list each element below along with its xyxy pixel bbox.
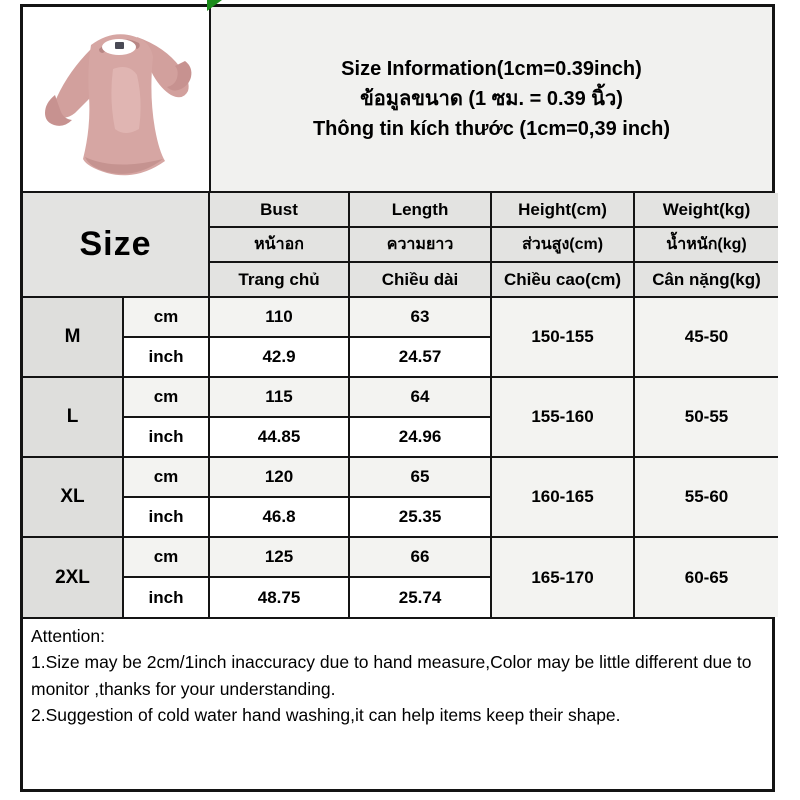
bust-inch-l: 44.85 (209, 417, 349, 457)
attention-note-2: 2.Suggestion of cold water hand washing,it can help items keep their shape. (31, 704, 621, 725)
size-header-cell: Size (23, 193, 209, 297)
product-image-cell (23, 7, 211, 191)
attention-title: Attention: (31, 626, 105, 646)
length-cm-l: 64 (349, 377, 491, 417)
length-cm-m: 63 (349, 297, 491, 337)
weight-range-l: 50-55 (634, 377, 778, 457)
length-inch-2xl: 25.74 (349, 577, 491, 617)
length-cm-xl: 65 (349, 457, 491, 497)
green-corner-marker (207, 0, 222, 11)
col-bust-en: Bust (209, 193, 349, 227)
title-english: Size Information(1cm=0.39inch) (341, 57, 642, 80)
size-label-m: M (23, 297, 123, 377)
table-row (23, 377, 778, 417)
weight-range-2xl: 60-65 (634, 537, 778, 617)
size-chart-sheet (20, 4, 775, 792)
unit-cm-label: cm (123, 457, 209, 497)
col-height-en: Height(cm) (491, 193, 634, 227)
bust-cm-l: 115 (209, 377, 349, 417)
size-label-2xl: 2XL (23, 537, 123, 617)
col-length-vi: Chiều dài (349, 262, 491, 297)
product-image (25, 9, 207, 189)
title-vietnamese: Thông tin kích thước (1cm=0,39 inch) (312, 117, 671, 140)
col-length-en: Length (349, 193, 491, 227)
col-bust-th: หน้าอก (209, 227, 349, 262)
unit-inch-label: inch (123, 497, 209, 537)
header-section (23, 7, 772, 193)
height-range-m: 150-155 (491, 297, 634, 377)
weight-range-m: 45-50 (634, 297, 778, 377)
bust-cm-2xl: 125 (209, 537, 349, 577)
unit-cm-label: cm (123, 537, 209, 577)
size-table (23, 193, 778, 617)
length-inch-m: 24.57 (349, 337, 491, 377)
size-label-xl: XL (23, 457, 123, 537)
title-block (211, 7, 772, 191)
attention-section (23, 617, 772, 789)
length-inch-l: 24.96 (349, 417, 491, 457)
col-weight-vi: Cân nặng(kg) (634, 262, 778, 297)
unit-inch-label: inch (123, 577, 209, 617)
unit-cm-label: cm (123, 297, 209, 337)
col-length-th: ความยาว (349, 227, 491, 262)
unit-inch-label: inch (123, 417, 209, 457)
table-row (23, 297, 778, 337)
length-inch-xl: 25.35 (349, 497, 491, 537)
col-bust-vi: Trang chủ (209, 262, 349, 297)
col-height-vi: Chiều cao(cm) (491, 262, 634, 297)
height-range-2xl: 165-170 (491, 537, 634, 617)
height-range-xl: 160-165 (491, 457, 634, 537)
col-weight-th: น้ำหนัก(kg) (634, 227, 778, 262)
bust-cm-xl: 120 (209, 457, 349, 497)
size-label-l: L (23, 377, 123, 457)
title-thai: ข้อมูลขนาด (1 ซม. = 0.39 นิ้ว) (360, 87, 623, 110)
bust-inch-xl: 46.8 (209, 497, 349, 537)
length-cm-2xl: 66 (349, 537, 491, 577)
bust-inch-2xl: 48.75 (209, 577, 349, 617)
table-row (23, 537, 778, 577)
bust-cm-m: 110 (209, 297, 349, 337)
col-weight-en: Weight(kg) (634, 193, 778, 227)
table-row (23, 457, 778, 497)
unit-cm-label: cm (123, 377, 209, 417)
attention-note-1: 1.Size may be 2cm/1inch inaccuracy due to hand measure,Color may be little different due to monitor ,thanks for your understanding. (31, 652, 752, 699)
height-range-l: 155-160 (491, 377, 634, 457)
weight-range-xl: 55-60 (634, 457, 778, 537)
bust-inch-m: 42.9 (209, 337, 349, 377)
unit-inch-label: inch (123, 337, 209, 377)
col-height-th: ส่วนสูง(cm) (491, 227, 634, 262)
